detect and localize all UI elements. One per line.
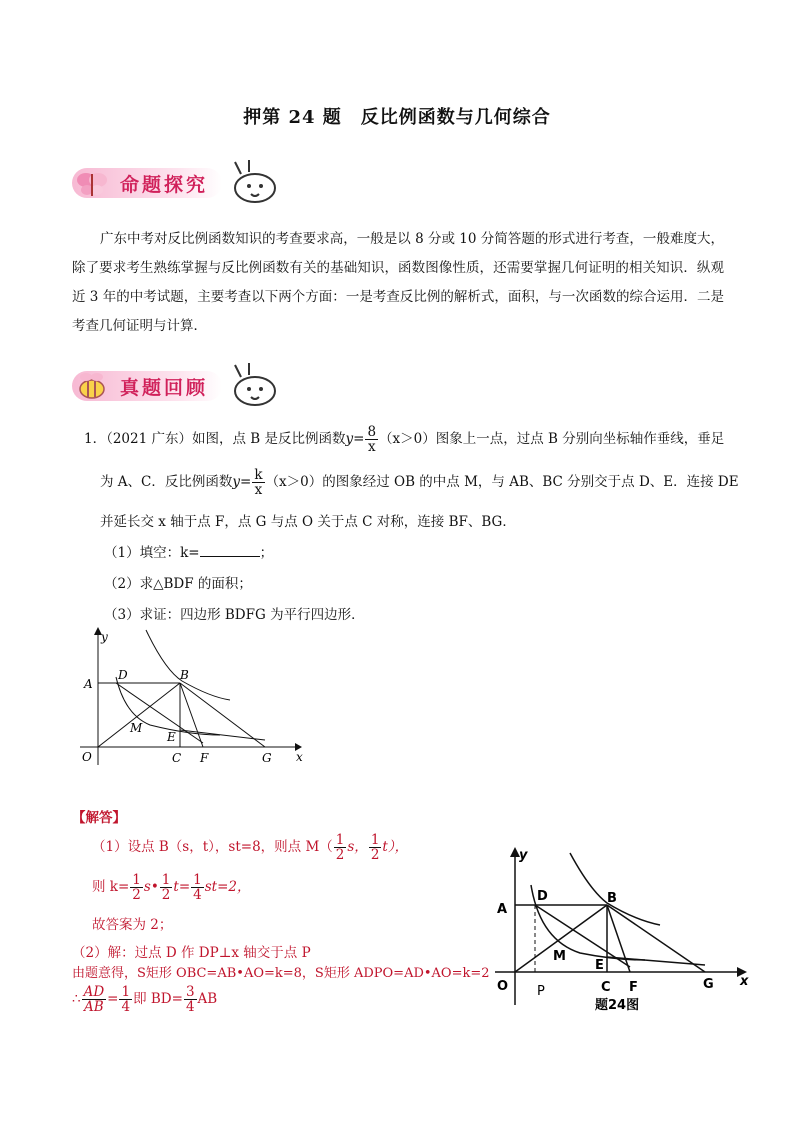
answer-figure	[485, 845, 755, 1020]
label-O: O	[497, 979, 509, 994]
cartoon-mascot-icon	[227, 160, 279, 204]
label-C: C	[601, 980, 611, 995]
page-title: 押第 24 题 反比例函数与几何综合	[243, 107, 551, 128]
question-part-2: （2）求△BDF 的面积；	[104, 576, 252, 592]
label-A: A	[497, 902, 508, 917]
answer-blank	[200, 544, 260, 557]
label-M: M	[130, 721, 143, 735]
label-F: F	[629, 980, 638, 995]
label-C: C	[172, 751, 182, 765]
question-part-1: （1）填空：k= ；	[104, 545, 274, 561]
label-G: G	[262, 751, 272, 765]
answer-line-4: （2）解：过点 D 作 DP⊥x 轴交于点 P	[72, 945, 311, 961]
fraction: $\frac{8}{x}$	[367, 424, 377, 455]
bee-icon	[74, 371, 110, 401]
butterfly-icon	[74, 170, 110, 198]
cartoon-mascot-icon	[227, 363, 279, 407]
question-part-3: （3）求证：四边形 BDFG 为平行四边形．	[104, 607, 365, 623]
label-y: y	[101, 630, 108, 644]
question-line-2: 为 A、C．反比例函数y= $\frac{k}{x}$ （x＞0）的图象经过 OB 的中点 M，与 AB、BC 分别交于点 D、E．连接 DE	[100, 467, 739, 498]
banner-label: 真题回顾	[120, 377, 209, 399]
question-line-3: 并延长交 x 轴于点 F，点 G 与点 O 关于点 C 对称，连接 BF、BG．	[100, 514, 516, 530]
label-D: D	[537, 889, 548, 904]
label-D: D	[118, 668, 128, 682]
label-B: B	[607, 891, 617, 906]
label-M: M	[553, 949, 566, 964]
label-y: y	[519, 848, 528, 863]
figure-caption: 题24图	[595, 998, 640, 1013]
label-P: P	[537, 984, 545, 999]
banner-label: 命题探究	[120, 174, 209, 196]
label-x: x	[296, 750, 303, 764]
answer-line-2: 则 k= $\frac{1}{2}$ s• $\frac{1}{2}$ t= $\frac{1}{4}$ st=2，	[92, 872, 251, 903]
label-E: E	[595, 958, 604, 973]
intro-paragraph: 广东中考对反比例函数知识的考查要求高，一般是以 8 分或 10 分简答题的形式进行考查，一般难度大，除了要求考生熟练掌握与反比例函数有关的基础知识，函数图像性质，还需要掌握几何证明的相关知识．纵观近 3 年的中考试题，主要考查以下两个方面：一是考查反比例的解析式，面积，与一次函数的综合运用．二是考查几何证明与计算．	[72, 231, 724, 334]
answer-line-6: ∴ $\frac{AD}{AB}$ = $\frac{1}{4}$ 即 BD= $\frac{3}{4}$ AB	[72, 984, 218, 1015]
label-G: G	[703, 977, 714, 992]
label-B: B	[180, 668, 189, 682]
label-O: O	[82, 750, 92, 764]
label-F: F	[200, 751, 209, 765]
label-E: E	[167, 730, 176, 744]
label-A: A	[84, 677, 93, 691]
answer-header: 【解答】	[72, 810, 126, 826]
answer-line-5: 由题意得，S矩形 OBC=AB•AO=k=8，S矩形 ADPO=AD•AO=k=2	[72, 966, 490, 981]
fraction: $\frac{k}{x}$	[254, 467, 263, 498]
answer-line-1: （1）设点 B（s，t），st=8，则点 M（ $\frac{1}{2}$ s， $\frac{1}{2}$ t），	[92, 832, 409, 863]
label-x: x	[740, 974, 749, 989]
question-figure	[70, 625, 310, 775]
answer-line-3: 故答案为 2；	[92, 917, 173, 933]
section-banner-2	[72, 363, 277, 405]
section-banner-1	[72, 160, 277, 202]
question-line-1: 1．（2021 广东）如图，点 B 是反比例函数y= $\frac{8}{x}$ （x＞0）图象上一点，过点 B 分别向坐标轴作垂线，垂足	[84, 424, 725, 455]
